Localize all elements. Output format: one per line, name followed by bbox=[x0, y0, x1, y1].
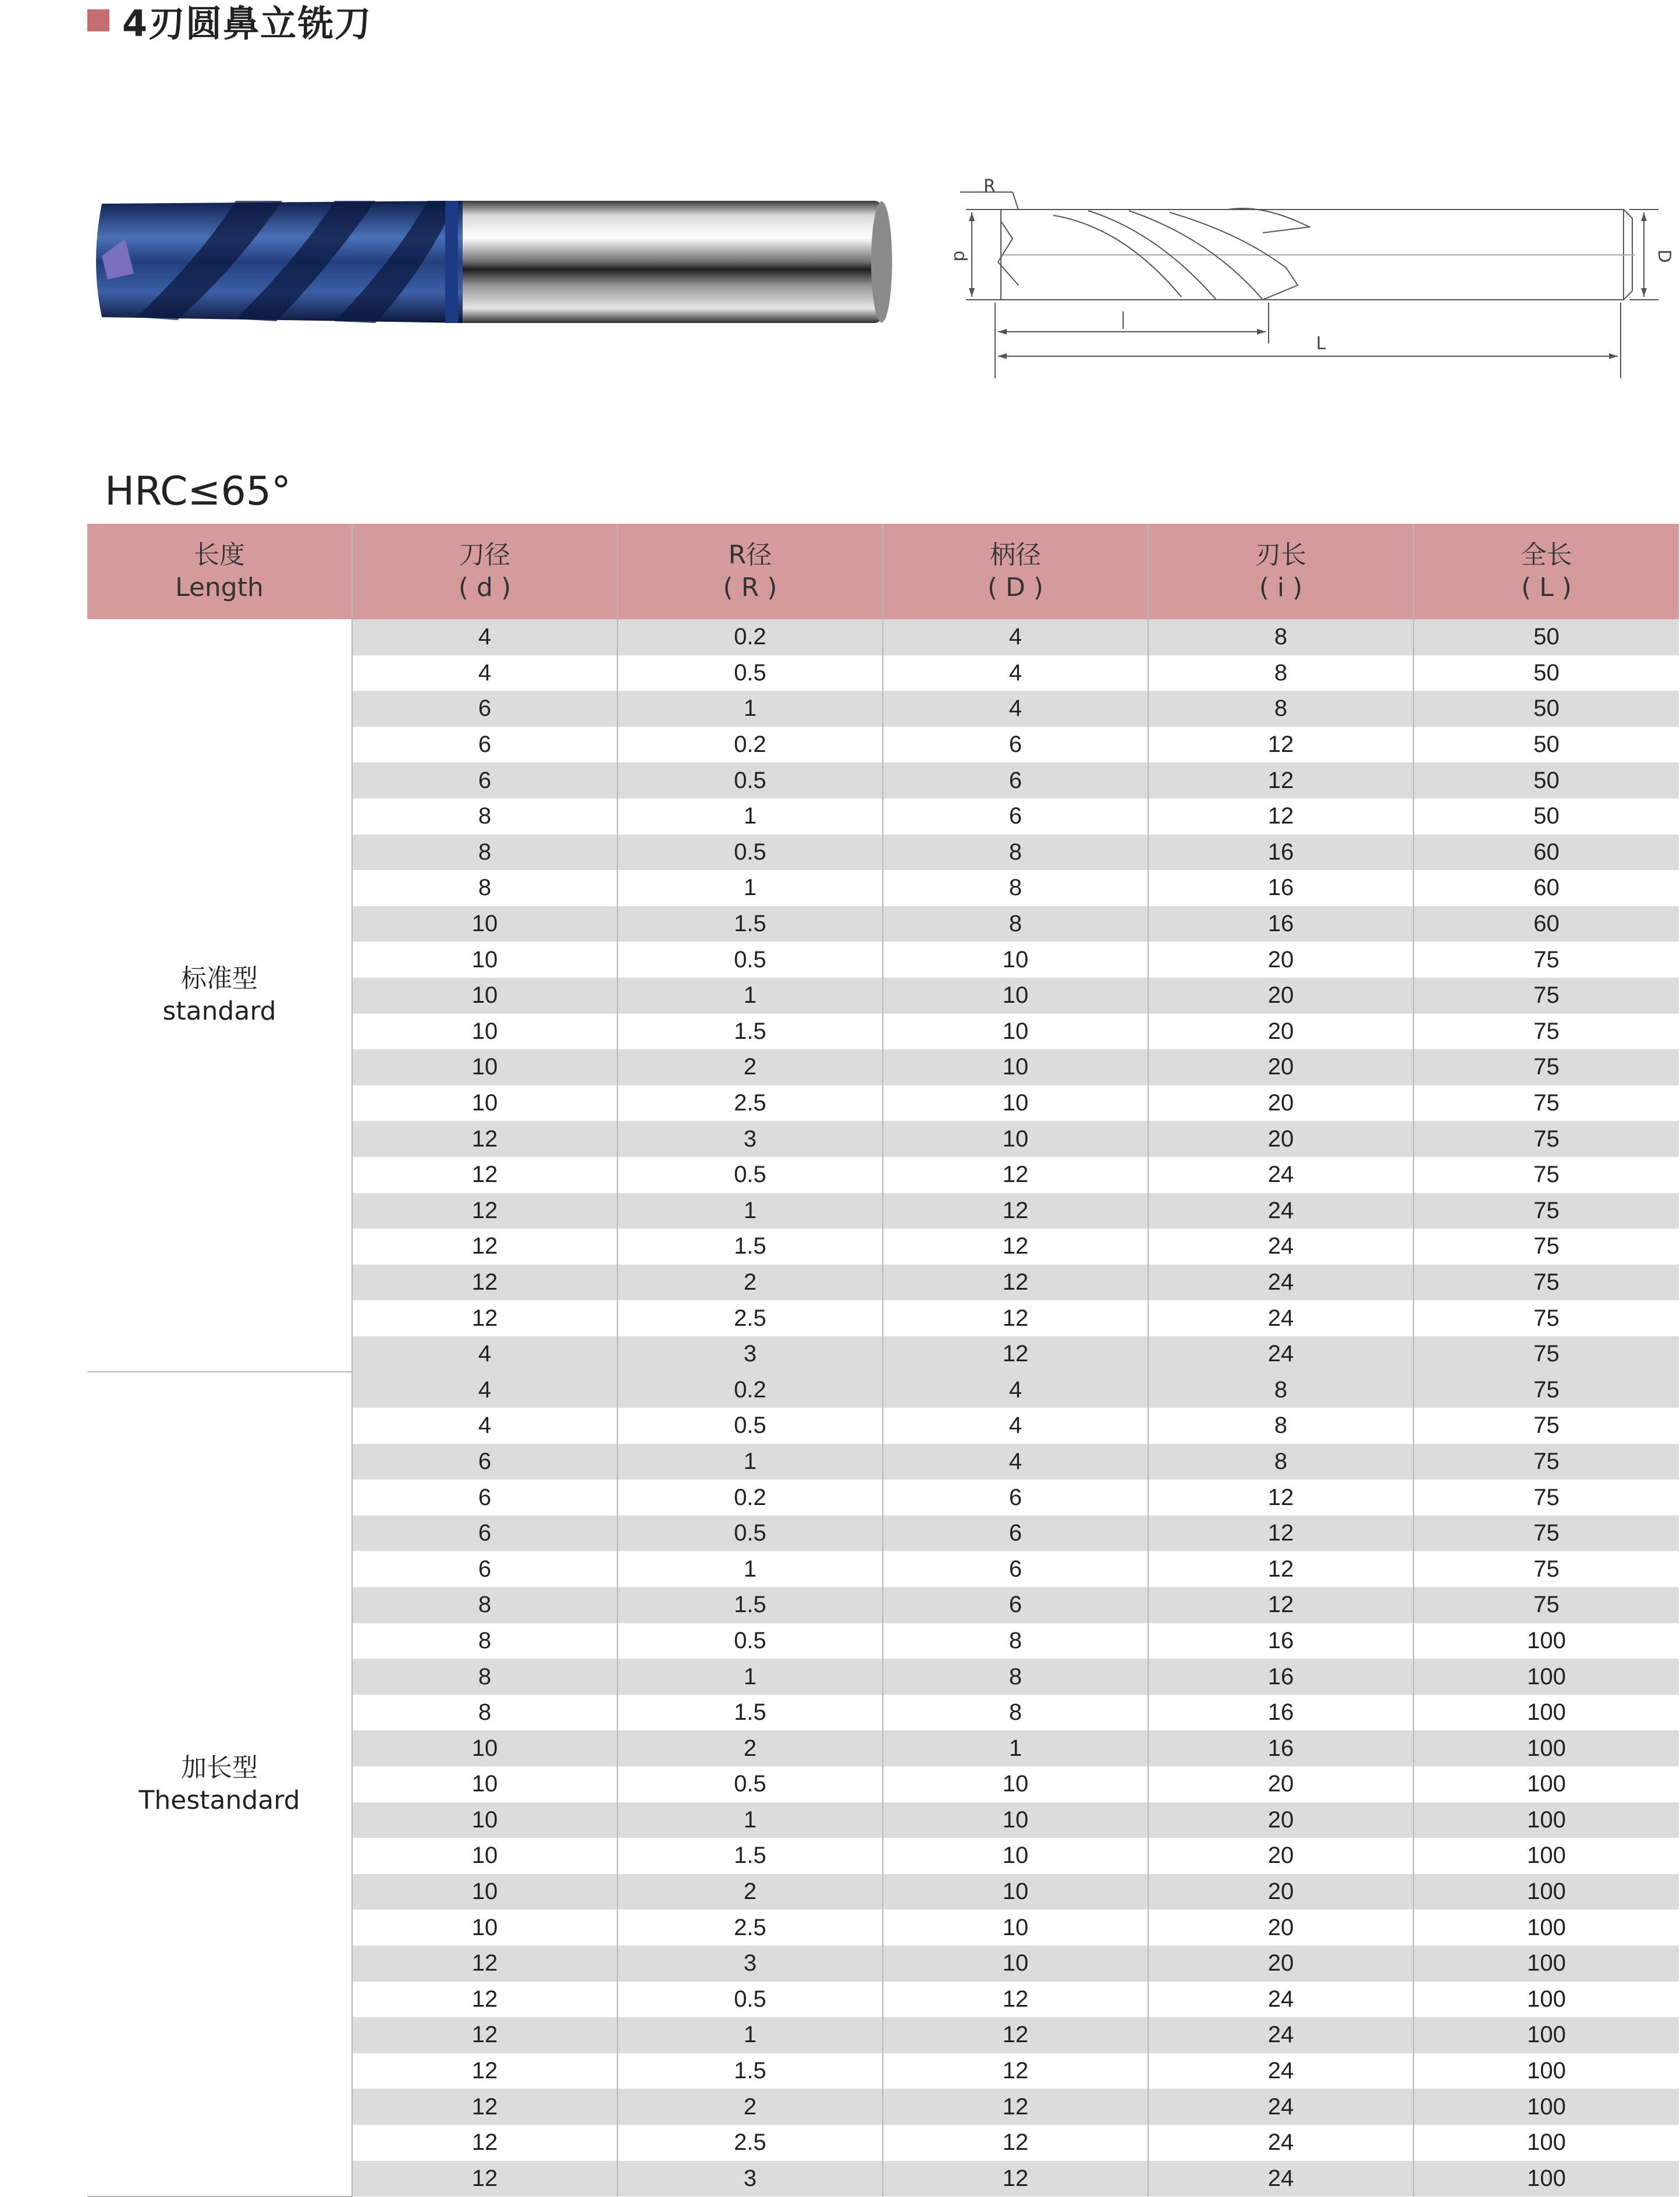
table-cell: 1.5 bbox=[617, 1838, 883, 1874]
table-cell: 0.5 bbox=[617, 762, 883, 798]
table-cell: 1 bbox=[617, 798, 883, 835]
table-cell: 12 bbox=[883, 1300, 1148, 1336]
table-cell: 8 bbox=[883, 835, 1148, 871]
table-cell: 10 bbox=[352, 1838, 617, 1874]
table-cell: 6 bbox=[352, 1444, 617, 1480]
table-cell: 1.5 bbox=[617, 1695, 883, 1731]
table-cell: 60 bbox=[1413, 835, 1679, 871]
table-cell: 20 bbox=[1148, 1049, 1413, 1085]
table-cell: 0.5 bbox=[617, 1623, 883, 1659]
table-cell: 12 bbox=[352, 2053, 617, 2089]
table-cell: 20 bbox=[1148, 1946, 1413, 1982]
table-cell: 8 bbox=[883, 1695, 1148, 1731]
table-cell: 24 bbox=[1148, 1336, 1413, 1372]
table-cell: 24 bbox=[1148, 1229, 1413, 1265]
label-l: L bbox=[1316, 333, 1326, 354]
table-cell: 4 bbox=[883, 619, 1148, 655]
table-cell: 10 bbox=[352, 1766, 617, 1802]
table-cell: 1.5 bbox=[617, 906, 883, 942]
table-cell: 12 bbox=[883, 2053, 1148, 2089]
table-cell: 75 bbox=[1413, 1157, 1679, 1193]
title-marker-icon bbox=[87, 9, 109, 31]
table-cell: 10 bbox=[883, 1802, 1148, 1838]
hardness-label: HRC≤65° bbox=[105, 468, 291, 514]
table-cell: 8 bbox=[883, 906, 1148, 942]
table-cell: 10 bbox=[352, 1049, 617, 1085]
table-cell: 4 bbox=[883, 655, 1148, 691]
table-cell: 24 bbox=[1148, 2089, 1413, 2125]
table-cell: 50 bbox=[1413, 619, 1679, 655]
table-cell: 8 bbox=[352, 1623, 617, 1659]
table-cell: 1.5 bbox=[617, 1014, 883, 1050]
table-cell: 20 bbox=[1148, 1838, 1413, 1874]
table-cell: 10 bbox=[883, 1766, 1148, 1802]
table-cell: 24 bbox=[1148, 2053, 1413, 2089]
table-cell: 16 bbox=[1148, 870, 1413, 906]
table-cell: 0.5 bbox=[617, 655, 883, 691]
table-cell: 12 bbox=[352, 1193, 617, 1229]
table-cell: 6 bbox=[352, 1551, 617, 1587]
table-cell: 6 bbox=[352, 762, 617, 798]
table-cell: 10 bbox=[883, 1946, 1148, 1982]
table-cell: 12 bbox=[352, 2161, 617, 2197]
table-cell: 8 bbox=[883, 870, 1148, 906]
end-mill-photo bbox=[90, 186, 899, 338]
table-cell: 20 bbox=[1148, 1121, 1413, 1157]
table-cell: 6 bbox=[352, 1479, 617, 1515]
table-cell: 6 bbox=[883, 727, 1148, 763]
table-cell: 75 bbox=[1413, 1336, 1679, 1372]
table-cell: 10 bbox=[352, 1802, 617, 1838]
table-cell: 20 bbox=[1148, 1874, 1413, 1910]
dimension-drawing bbox=[937, 169, 1676, 390]
table-cell: 4 bbox=[883, 1444, 1148, 1480]
table-cell: 8 bbox=[883, 1623, 1148, 1659]
table-cell: 75 bbox=[1413, 1444, 1679, 1480]
table-cell: 50 bbox=[1413, 727, 1679, 763]
table-cell: 100 bbox=[1413, 1838, 1679, 1874]
table-cell: 12 bbox=[883, 1982, 1148, 2018]
table-cell: 12 bbox=[352, 1982, 617, 2018]
table-cell: 24 bbox=[1148, 2161, 1413, 2197]
table-cell: 1 bbox=[617, 870, 883, 906]
table-cell: 12 bbox=[352, 1229, 617, 1265]
table-cell: 16 bbox=[1148, 906, 1413, 942]
table-cell: 12 bbox=[1148, 798, 1413, 835]
label-r: R bbox=[983, 176, 996, 197]
table-cell: 50 bbox=[1413, 691, 1679, 727]
table-cell: 6 bbox=[352, 691, 617, 727]
table-cell: 75 bbox=[1413, 978, 1679, 1014]
table-cell: 24 bbox=[1148, 2017, 1413, 2053]
table-cell: 8 bbox=[1148, 1372, 1413, 1408]
table-cell: 12 bbox=[1148, 1479, 1413, 1515]
table-cell: 10 bbox=[352, 1014, 617, 1050]
table-cell: 1 bbox=[617, 1659, 883, 1695]
table-cell: 1.5 bbox=[617, 1229, 883, 1265]
table-cell: 12 bbox=[352, 1300, 617, 1336]
table-cell: 12 bbox=[883, 2017, 1148, 2053]
table-cell: 6 bbox=[883, 1479, 1148, 1515]
table-cell: 10 bbox=[352, 942, 617, 978]
table-cell: 8 bbox=[1148, 655, 1413, 691]
table-cell: 75 bbox=[1413, 1372, 1679, 1408]
table-cell: 1 bbox=[617, 1193, 883, 1229]
spec-table bbox=[87, 524, 1679, 2197]
table-cell: 6 bbox=[883, 1515, 1148, 1552]
table-cell: 0.5 bbox=[617, 1408, 883, 1444]
table-cell: 24 bbox=[1148, 1265, 1413, 1301]
table-cell: 16 bbox=[1148, 1730, 1413, 1766]
table-cell: 75 bbox=[1413, 1515, 1679, 1552]
table-cell: 0.5 bbox=[617, 942, 883, 978]
table-cell: 20 bbox=[1148, 978, 1413, 1014]
table-cell: 4 bbox=[352, 1372, 617, 1408]
table-cell: 8 bbox=[1148, 619, 1413, 655]
table-cell: 6 bbox=[883, 798, 1148, 835]
table-cell: 10 bbox=[883, 978, 1148, 1014]
table-cell: 12 bbox=[1148, 1551, 1413, 1587]
table-cell: 2 bbox=[617, 1265, 883, 1301]
table-cell: 12 bbox=[1148, 762, 1413, 798]
table-cell: 24 bbox=[1148, 1157, 1413, 1193]
table-cell: 100 bbox=[1413, 1730, 1679, 1766]
table-cell: 24 bbox=[1148, 2125, 1413, 2161]
table-cell: 0.5 bbox=[617, 1982, 883, 2018]
table-cell: 4 bbox=[883, 1408, 1148, 1444]
table-cell: 75 bbox=[1413, 1085, 1679, 1121]
table-cell: 12 bbox=[352, 2017, 617, 2053]
table-cell: 100 bbox=[1413, 1909, 1679, 1946]
table-cell: 12 bbox=[883, 2089, 1148, 2125]
table-cell: 1 bbox=[883, 1730, 1148, 1766]
table-cell: 100 bbox=[1413, 2053, 1679, 2089]
table-cell: 12 bbox=[883, 1336, 1148, 1372]
table-cell: 16 bbox=[1148, 1695, 1413, 1731]
header-shank-diameter: 柄径 ( D ) bbox=[883, 524, 1148, 619]
table-cell: 12 bbox=[1148, 1587, 1413, 1623]
table-cell: 8 bbox=[352, 1659, 617, 1695]
table-cell: 10 bbox=[883, 1909, 1148, 1946]
table-cell: 20 bbox=[1148, 1802, 1413, 1838]
table-cell: 8 bbox=[352, 835, 617, 871]
table-cell: 75 bbox=[1413, 1229, 1679, 1265]
table-cell: 0.2 bbox=[617, 727, 883, 763]
table-cell: 16 bbox=[1148, 835, 1413, 871]
table-cell: 75 bbox=[1413, 1300, 1679, 1336]
table-cell: 1.5 bbox=[617, 2053, 883, 2089]
table-cell: 75 bbox=[1413, 1049, 1679, 1085]
table-cell: 10 bbox=[883, 1121, 1148, 1157]
table-cell: 24 bbox=[1148, 1300, 1413, 1336]
table-cell: 12 bbox=[883, 1193, 1148, 1229]
table-cell: 1 bbox=[617, 1444, 883, 1480]
table-cell: 6 bbox=[352, 727, 617, 763]
table-cell: 6 bbox=[883, 1551, 1148, 1587]
table-cell: 0.2 bbox=[617, 1479, 883, 1515]
table-cell: 2 bbox=[617, 1049, 883, 1085]
table-cell: 1 bbox=[617, 1551, 883, 1587]
table-cell: 100 bbox=[1413, 2089, 1679, 2125]
table-cell: 12 bbox=[883, 1157, 1148, 1193]
header-length: 长度 Length bbox=[87, 524, 352, 619]
table-cell: 12 bbox=[352, 1946, 617, 1982]
table-cell: 12 bbox=[883, 2125, 1148, 2161]
table-cell: 50 bbox=[1413, 798, 1679, 835]
table-cell: 0.2 bbox=[617, 619, 883, 655]
table-cell: 10 bbox=[883, 1049, 1148, 1085]
table-cell: 10 bbox=[883, 942, 1148, 978]
table-cell: 2.5 bbox=[617, 1085, 883, 1121]
table-cell: 100 bbox=[1413, 1623, 1679, 1659]
table-cell: 50 bbox=[1413, 762, 1679, 798]
table-cell: 1 bbox=[617, 691, 883, 727]
table-cell: 100 bbox=[1413, 1874, 1679, 1910]
table-cell: 20 bbox=[1148, 1766, 1413, 1802]
table-cell: 2 bbox=[617, 1874, 883, 1910]
table-cell: 10 bbox=[883, 1874, 1148, 1910]
table-cell: 4 bbox=[352, 655, 617, 691]
table-cell: 20 bbox=[1148, 1014, 1413, 1050]
table-cell: 1 bbox=[617, 978, 883, 1014]
table-cell: 16 bbox=[1148, 1659, 1413, 1695]
table-cell: 2.5 bbox=[617, 1909, 883, 1946]
section-title bbox=[87, 0, 372, 45]
table-cell: 2 bbox=[617, 2089, 883, 2125]
table-cell: 20 bbox=[1148, 1085, 1413, 1121]
table-cell: 2 bbox=[617, 1730, 883, 1766]
table-cell: 10 bbox=[352, 1874, 617, 1910]
table-cell: 100 bbox=[1413, 1695, 1679, 1731]
table-cell: 12 bbox=[352, 1157, 617, 1193]
group-label: 加长型 Thestandard bbox=[87, 1372, 352, 2196]
table-cell: 0.5 bbox=[617, 1766, 883, 1802]
table-cell: 4 bbox=[352, 619, 617, 655]
table-cell: 3 bbox=[617, 1946, 883, 1982]
table-cell: 0.2 bbox=[617, 1372, 883, 1408]
table-cell: 75 bbox=[1413, 1121, 1679, 1157]
table-cell: 10 bbox=[883, 1014, 1148, 1050]
table-cell: 10 bbox=[352, 906, 617, 942]
table-cell: 10 bbox=[352, 1909, 617, 1946]
table-cell: 24 bbox=[1148, 1982, 1413, 2018]
header-cutter-diameter: 刀径 ( d ) bbox=[352, 524, 617, 619]
table-cell: 2.5 bbox=[617, 2125, 883, 2161]
table-cell: 12 bbox=[352, 1265, 617, 1301]
table-cell: 0.5 bbox=[617, 1515, 883, 1552]
table-cell: 60 bbox=[1413, 906, 1679, 942]
table-cell: 12 bbox=[883, 2161, 1148, 2197]
header-corner-radius: R径 ( R ) bbox=[617, 524, 883, 619]
table-cell: 75 bbox=[1413, 1587, 1679, 1623]
label-d: d bbox=[950, 250, 970, 262]
table-header bbox=[87, 524, 1679, 619]
table-cell: 4 bbox=[883, 1372, 1148, 1408]
table-cell: 100 bbox=[1413, 1982, 1679, 2018]
table-cell: 20 bbox=[1148, 942, 1413, 978]
table-cell: 100 bbox=[1413, 1659, 1679, 1695]
table-cell: 1.5 bbox=[617, 1587, 883, 1623]
table-cell: 12 bbox=[883, 1265, 1148, 1301]
table-cell: 8 bbox=[352, 1695, 617, 1731]
table-cell: 100 bbox=[1413, 1766, 1679, 1802]
table-cell: 75 bbox=[1413, 1014, 1679, 1050]
table-cell: 24 bbox=[1148, 1193, 1413, 1229]
table-cell: 4 bbox=[352, 1336, 617, 1372]
table-cell: 3 bbox=[617, 1336, 883, 1372]
table-cell: 8 bbox=[1148, 691, 1413, 727]
table-cell: 6 bbox=[883, 762, 1148, 798]
table-cell: 75 bbox=[1413, 1265, 1679, 1301]
table-cell: 0.5 bbox=[617, 1157, 883, 1193]
table-cell: 8 bbox=[352, 1587, 617, 1623]
table-cell: 0.5 bbox=[617, 835, 883, 871]
table-cell: 6 bbox=[883, 1587, 1148, 1623]
table-cell: 12 bbox=[1148, 727, 1413, 763]
table-cell: 100 bbox=[1413, 2125, 1679, 2161]
table-cell: 12 bbox=[1148, 1515, 1413, 1552]
table-cell: 2.5 bbox=[617, 1300, 883, 1336]
table-cell: 8 bbox=[1148, 1444, 1413, 1480]
table-cell: 12 bbox=[883, 1229, 1148, 1265]
table-cell: 60 bbox=[1413, 870, 1679, 906]
table-cell: 16 bbox=[1148, 1623, 1413, 1659]
table-cell: 75 bbox=[1413, 942, 1679, 978]
table-cell: 20 bbox=[1148, 1909, 1413, 1946]
table-cell: 1 bbox=[617, 2017, 883, 2053]
table-cell: 4 bbox=[883, 691, 1148, 727]
group-label: 标准型 standard bbox=[87, 619, 352, 1372]
table-cell: 8 bbox=[352, 870, 617, 906]
table-cell: 10 bbox=[352, 978, 617, 1014]
label-big-d: D bbox=[1654, 249, 1674, 263]
table-cell: 75 bbox=[1413, 1408, 1679, 1444]
table-cell: 8 bbox=[1148, 1408, 1413, 1444]
table-cell: 4 bbox=[352, 1408, 617, 1444]
table-cell: 10 bbox=[883, 1838, 1148, 1874]
table-cell: 8 bbox=[352, 798, 617, 835]
table-cell: 3 bbox=[617, 2161, 883, 2197]
title-text: 4刃圆鼻立铣刀 bbox=[122, 2, 372, 45]
table-cell: 50 bbox=[1413, 655, 1679, 691]
table-cell: 100 bbox=[1413, 1946, 1679, 1982]
table-cell: 75 bbox=[1413, 1479, 1679, 1515]
table-cell: 3 bbox=[617, 1121, 883, 1157]
table-cell: 8 bbox=[883, 1659, 1148, 1695]
table-cell: 100 bbox=[1413, 1802, 1679, 1838]
table-row bbox=[87, 1372, 1679, 1408]
table-row bbox=[87, 619, 1679, 655]
table-cell: 100 bbox=[1413, 2017, 1679, 2053]
table-cell: 12 bbox=[352, 2125, 617, 2161]
table-cell: 12 bbox=[352, 2089, 617, 2125]
table-cell: 10 bbox=[352, 1085, 617, 1121]
table-cell: 10 bbox=[352, 1730, 617, 1766]
table-cell: 12 bbox=[352, 1121, 617, 1157]
table-cell: 100 bbox=[1413, 2161, 1679, 2197]
header-flute-length: 刃长 ( i ) bbox=[1148, 524, 1413, 619]
table-cell: 75 bbox=[1413, 1551, 1679, 1587]
header-overall-length: 全长 ( L ) bbox=[1413, 524, 1679, 619]
table-cell: 1 bbox=[617, 1802, 883, 1838]
table-cell: 75 bbox=[1413, 1193, 1679, 1229]
table-cell: 6 bbox=[352, 1515, 617, 1552]
table-cell: 10 bbox=[883, 1085, 1148, 1121]
